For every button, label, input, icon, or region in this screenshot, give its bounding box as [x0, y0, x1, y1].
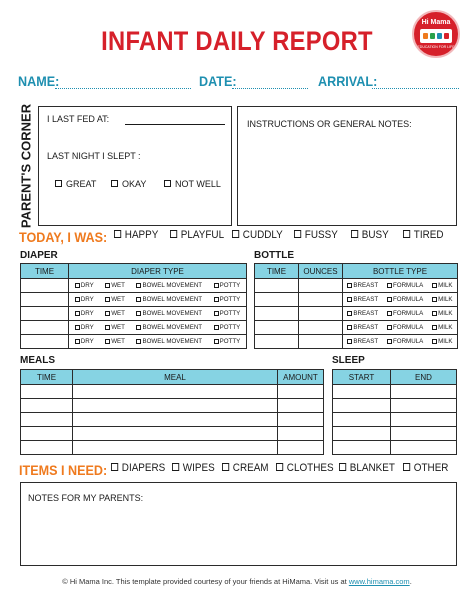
- mood-tired[interactable]: TIRED: [403, 229, 444, 241]
- diaper-label: DIAPER: [20, 250, 58, 261]
- ounces-cell[interactable]: [299, 293, 343, 307]
- meals-time-header: TIME: [21, 370, 73, 385]
- table-row: [255, 335, 458, 349]
- table-row[interactable]: [333, 399, 457, 413]
- checkbox-icon: [403, 463, 410, 471]
- checkbox-icon: [172, 463, 179, 471]
- notes-label: NOTES FOR MY PARENTS:: [28, 493, 144, 503]
- diaper-wet-option[interactable]: WET: [105, 338, 125, 345]
- table-row[interactable]: [21, 399, 324, 413]
- time-cell[interactable]: [255, 293, 299, 307]
- diaper-potty-option[interactable]: POTTY: [214, 324, 241, 331]
- time-cell[interactable]: [21, 307, 69, 321]
- bottle-table: [254, 263, 458, 349]
- arrival-label: ARRIVAL:: [318, 73, 378, 89]
- bottle-formula-option[interactable]: FORMULA: [387, 324, 423, 331]
- diaper-wet-option[interactable]: WET: [105, 324, 125, 331]
- diaper-time-header: TIME: [21, 264, 69, 279]
- sleep-label: SLEEP: [332, 355, 365, 366]
- meals-amount-header: AMOUNT: [278, 370, 324, 385]
- table-row[interactable]: [21, 441, 324, 455]
- bottle-milk-option[interactable]: MILK: [432, 296, 452, 303]
- last-slept-label: LAST NIGHT I SLEPT :: [47, 151, 141, 161]
- time-cell[interactable]: [21, 279, 69, 293]
- table-row: [255, 307, 458, 321]
- checkbox-icon: [403, 230, 410, 238]
- diaper-bm-option[interactable]: BOWEL MOVEMENT: [136, 310, 202, 317]
- diaper-potty-option[interactable]: POTTY: [214, 282, 241, 289]
- diaper-potty-option[interactable]: POTTY: [214, 310, 241, 317]
- diaper-wet-option[interactable]: WET: [105, 310, 125, 317]
- table-row: [255, 279, 458, 293]
- instructions-label: INSTRUCTIONS OR GENERAL NOTES:: [247, 119, 412, 129]
- sleep-start-header: START: [333, 370, 391, 385]
- checkbox-icon: [111, 463, 118, 471]
- today-label: TODAY, I WAS:: [19, 229, 108, 245]
- last-fed-field[interactable]: [125, 124, 225, 125]
- ounces-cell[interactable]: [299, 307, 343, 321]
- himama-logo: [412, 10, 460, 58]
- logo-blocks-icon: [420, 29, 452, 43]
- item-diapers[interactable]: DIAPERS: [111, 462, 165, 474]
- table-row: [255, 293, 458, 307]
- table-row[interactable]: [333, 441, 457, 455]
- checkbox-icon: [276, 463, 283, 471]
- diaper-dry-option[interactable]: DRY: [75, 310, 94, 317]
- bottle-milk-option[interactable]: MILK: [432, 338, 452, 345]
- bottle-breast-option[interactable]: BREAST: [347, 324, 378, 331]
- checkbox-icon: [351, 230, 358, 238]
- diaper-dry-option[interactable]: DRY: [75, 296, 94, 303]
- table-row[interactable]: [333, 413, 457, 427]
- time-cell[interactable]: [255, 335, 299, 349]
- sleep-table: [332, 369, 457, 455]
- items-label: ITEMS I NEED:: [19, 462, 108, 478]
- bottle-label: BOTTLE: [254, 250, 294, 261]
- diaper-dry-option[interactable]: DRY: [75, 338, 94, 345]
- diaper-table: [20, 263, 247, 349]
- ounces-cell[interactable]: [299, 335, 343, 349]
- meals-label: MEALS: [20, 355, 55, 366]
- diaper-dry-option[interactable]: DRY: [75, 282, 94, 289]
- checkbox-icon: [222, 463, 229, 471]
- checkbox-icon: [114, 230, 121, 238]
- checkbox-icon: [232, 230, 239, 238]
- ounces-cell[interactable]: [299, 279, 343, 293]
- sleep-end-header: END: [391, 370, 457, 385]
- page-title: INFANT DAILY REPORT: [101, 26, 373, 56]
- checkbox-icon: [170, 230, 177, 238]
- checkbox-icon: [294, 230, 301, 238]
- bottle-formula-option[interactable]: FORMULA: [387, 296, 423, 303]
- diaper-type-header: DIAPER TYPE: [69, 264, 247, 279]
- bottle-breast-option[interactable]: BREAST: [347, 296, 378, 303]
- mood-fussy[interactable]: FUSSY: [294, 229, 338, 241]
- table-row: [21, 279, 247, 293]
- name-field[interactable]: [55, 88, 191, 89]
- time-cell[interactable]: [21, 293, 69, 307]
- sleep-option-okay[interactable]: OKAY: [111, 179, 146, 189]
- diaper-bm-option[interactable]: BOWEL MOVEMENT: [136, 324, 202, 331]
- checkbox-icon: [55, 180, 62, 187]
- diaper-wet-option[interactable]: WET: [105, 296, 125, 303]
- table-row[interactable]: [21, 413, 324, 427]
- bottle-breast-option[interactable]: BREAST: [347, 310, 378, 317]
- table-row[interactable]: [333, 427, 457, 441]
- time-cell[interactable]: [255, 307, 299, 321]
- checkbox-icon: [164, 180, 171, 187]
- footer-end: .: [409, 577, 412, 586]
- date-label: DATE:: [199, 73, 237, 89]
- table-row: [21, 293, 247, 307]
- item-other[interactable]: OTHER: [403, 462, 448, 474]
- checkbox-icon: [111, 180, 118, 187]
- table-row: [21, 307, 247, 321]
- mood-cuddly[interactable]: CUDDLY: [232, 229, 283, 241]
- time-cell[interactable]: [255, 321, 299, 335]
- sleep-option-not-well[interactable]: NOT WELL: [164, 179, 221, 189]
- ounces-cell[interactable]: [299, 321, 343, 335]
- time-cell[interactable]: [21, 321, 69, 335]
- diaper-potty-option[interactable]: POTTY: [214, 338, 241, 345]
- diaper-bm-option[interactable]: BOWEL MOVEMENT: [136, 296, 202, 303]
- time-cell[interactable]: [255, 279, 299, 293]
- name-label: NAME:: [18, 73, 60, 89]
- bottle-ounces-header: OUNCES: [299, 264, 343, 279]
- sleep-option-great[interactable]: GREAT: [55, 179, 96, 189]
- bottle-breast-option[interactable]: BREAST: [347, 338, 378, 345]
- table-row[interactable]: [333, 385, 457, 399]
- bottle-formula-option[interactable]: FORMULA: [387, 310, 423, 317]
- checkbox-icon: [339, 463, 346, 471]
- bottle-breast-option[interactable]: BREAST: [347, 282, 378, 289]
- bottle-milk-option[interactable]: MILK: [432, 310, 452, 317]
- date-field[interactable]: [232, 88, 308, 89]
- bottle-milk-option[interactable]: MILK: [432, 324, 452, 331]
- logo-top-text: Hi Mama: [421, 19, 451, 26]
- mood-happy[interactable]: HAPPY: [114, 229, 158, 241]
- logo-bottom-text: EDUCATION FOR LIFE: [417, 45, 455, 49]
- last-fed-label: I LAST FED AT:: [47, 114, 110, 124]
- table-row: [21, 335, 247, 349]
- footer-text: © Hi Mama Inc. This template provided courtesy of your friends at HiMama. Visit us at: [62, 577, 349, 586]
- diaper-potty-option[interactable]: POTTY: [214, 296, 241, 303]
- footer: [0, 577, 474, 586]
- bottle-time-header: TIME: [255, 264, 299, 279]
- bottle-milk-option[interactable]: MILK: [432, 282, 452, 289]
- mood-busy[interactable]: BUSY: [351, 229, 389, 241]
- item-cream[interactable]: CREAM: [222, 462, 269, 474]
- bottle-type-header: BOTTLE TYPE: [343, 264, 458, 279]
- diaper-wet-option[interactable]: WET: [105, 282, 125, 289]
- meals-table: [20, 369, 324, 455]
- bottle-formula-option[interactable]: FORMULA: [387, 338, 423, 345]
- table-row: [255, 321, 458, 335]
- time-cell[interactable]: [21, 335, 69, 349]
- diaper-bm-option[interactable]: BOWEL MOVEMENT: [136, 282, 202, 289]
- parents-corner-label: PARENT'S CORNER: [18, 103, 34, 229]
- footer-link[interactable]: www.himama.com: [348, 577, 410, 586]
- table-row[interactable]: [21, 427, 324, 441]
- table-row: [21, 321, 247, 335]
- meals-meal-header: MEAL: [73, 370, 278, 385]
- mood-playful[interactable]: PLAYFUL: [170, 229, 224, 241]
- item-blanket[interactable]: BLANKET: [339, 462, 395, 474]
- diaper-bm-option[interactable]: BOWEL MOVEMENT: [136, 338, 202, 345]
- item-clothes[interactable]: CLOTHES: [276, 462, 334, 474]
- item-wipes[interactable]: WIPES: [172, 462, 215, 474]
- arrival-field[interactable]: [372, 88, 459, 89]
- diaper-dry-option[interactable]: DRY: [75, 324, 94, 331]
- table-row[interactable]: [21, 385, 324, 399]
- bottle-formula-option[interactable]: FORMULA: [387, 282, 423, 289]
